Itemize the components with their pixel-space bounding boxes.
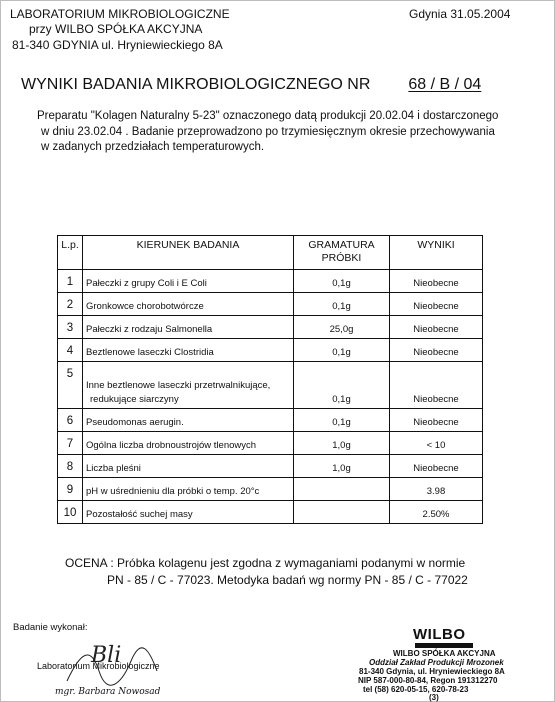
- stamp-line-3: 81-340 Gdynia, ul. Hryniewieckiego 8A: [359, 667, 505, 676]
- intro-line-1: Preparatu "Kolagen Naturalny 5-23" oznaczonego datą produkcji 20.02.04 i dostarczonego: [37, 110, 499, 122]
- header-lp: L.p.: [58, 236, 83, 270]
- lab-signature-line: Laboratorium Mikrobiologiczne: [37, 661, 160, 671]
- row-lp: 1: [58, 270, 83, 293]
- row-result: < 10: [390, 432, 483, 455]
- row-result: Nieobecne: [390, 293, 483, 316]
- row-result: Nieobecne: [390, 270, 483, 293]
- header-gramatura-line2: PRÓBKI: [321, 252, 362, 264]
- table-row: [58, 316, 483, 339]
- row-lp: 8: [58, 455, 83, 478]
- table-row: [58, 339, 483, 362]
- row-name: Liczba pleśni: [83, 455, 294, 478]
- page-title: [21, 76, 481, 94]
- row-name: Pałeczki z rodzaju Salmonella: [83, 316, 294, 339]
- row-name: Beztlenowe laseczki Clostridia: [83, 339, 294, 362]
- lab-name: LABORATORIUM MIKROBIOLOGICZNE: [10, 7, 230, 21]
- row-result: 3.98: [390, 478, 483, 501]
- row-gram: [294, 478, 390, 501]
- wilbo-logo: WILBO: [413, 626, 466, 643]
- row-gram: 1,0g: [294, 432, 390, 455]
- row-lp: 10: [58, 501, 83, 524]
- place-date: Gdynia 31.05.2004: [409, 7, 511, 21]
- intro-paragraph: [37, 109, 498, 156]
- row-name: Pseudomonas aerugin.: [83, 409, 294, 432]
- row-gram: 25,0g: [294, 316, 390, 339]
- stamp-line-5: tel (58) 620-05-15, 620-78-23: [363, 685, 469, 694]
- row-gram: 0,1g: [294, 362, 390, 409]
- header-gramatura: [294, 236, 390, 270]
- row-lp: 7: [58, 432, 83, 455]
- table-row: [58, 362, 483, 409]
- row-gram: 0,1g: [294, 339, 390, 362]
- row-gram: 0,1g: [294, 270, 390, 293]
- row-name: Pałeczki z grupy Coli i E Coli: [83, 270, 294, 293]
- row-lp: 4: [58, 339, 83, 362]
- intro-line-3: w zadanych przedziałach temperaturowych.: [41, 141, 265, 153]
- row-gram: 1,0g: [294, 455, 390, 478]
- row-name-line2: redukujące siarczyny: [90, 394, 179, 405]
- row-lp: 9: [58, 478, 83, 501]
- assessment-line-2: PN - 85 / C - 77023. Metodyka badań wg normy PN - 85 / C - 77022: [107, 573, 468, 587]
- stamp-line-4: NIP 587-000-80-84, Regon 191312270: [358, 676, 498, 685]
- header-gramatura-line1: GRAMATURA: [308, 239, 375, 251]
- row-name-line1: Inne beztlenowe laseczki przetrwalnikujące,: [86, 380, 271, 391]
- table-row: [58, 455, 483, 478]
- row-lp: 5: [58, 362, 83, 409]
- results-table: [57, 235, 483, 524]
- signature-initials: Bli: [91, 643, 122, 668]
- row-result: Nieobecne: [390, 409, 483, 432]
- row-name: pH w uśrednieniu dla próbki o temp. 20°c: [83, 478, 294, 501]
- title-text: WYNIKI BADANIA MIKROBIOLOGICZNEGO NR: [21, 76, 371, 93]
- row-result: 2.50%: [390, 501, 483, 524]
- signer-name: mgr. Barbara Nowosad: [55, 687, 161, 697]
- row-name: Gronkowce chorobotwórcze: [83, 293, 294, 316]
- assessment: [65, 555, 468, 588]
- row-lp: 3: [58, 316, 83, 339]
- table-header-row: [58, 236, 483, 270]
- report-number: 68 / B / 04: [408, 76, 482, 93]
- lab-address: 81-340 GDYNIA ul. Hryniewieckiego 8A: [12, 38, 223, 52]
- stamp-line-6: (3): [429, 693, 439, 702]
- row-result: Nieobecne: [390, 455, 483, 478]
- table-row: [58, 478, 483, 501]
- row-result: Nieobecne: [390, 362, 483, 409]
- row-name: Ogólna liczba drobnoustrojów tlenowych: [83, 432, 294, 455]
- intro-line-2: w dniu 23.02.04 . Badanie przeprowadzono po trzymiesięcznym okresie przechowywania: [41, 125, 495, 138]
- lab-company: przy WILBO SPÓŁKA AKCYJNA: [29, 22, 203, 36]
- row-gram: [294, 501, 390, 524]
- row-gram: 0,1g: [294, 409, 390, 432]
- table-row: [58, 409, 483, 432]
- row-result: Nieobecne: [390, 339, 483, 362]
- header-wyniki: WYNIKI: [390, 236, 483, 270]
- assessment-line-1: OCENA : Próbka kolagenu jest zgodna z wymaganiami podanymi w normie: [65, 556, 466, 570]
- row-name: Pozostałość suchej masy: [83, 501, 294, 524]
- row-result: Nieobecne: [390, 316, 483, 339]
- row-lp: 6: [58, 409, 83, 432]
- row-name: [83, 362, 294, 409]
- stamp-bar: [415, 643, 473, 648]
- signature-scribble: [61, 641, 161, 689]
- row-gram: 0,1g: [294, 293, 390, 316]
- table-row: [58, 501, 483, 524]
- header-kierunek: KIERUNEK BADANIA: [83, 236, 294, 270]
- stamp-line-2: Oddział Zakład Produkcji Mrozonek: [369, 658, 504, 667]
- stamp-line-1: WILBO SPÓŁKA AKCYJNA: [393, 649, 496, 658]
- row-lp: 2: [58, 293, 83, 316]
- table-row: [58, 293, 483, 316]
- table-row: [58, 270, 483, 293]
- performed-by-label: Badanie wykonał:: [13, 622, 88, 633]
- table-row: [58, 432, 483, 455]
